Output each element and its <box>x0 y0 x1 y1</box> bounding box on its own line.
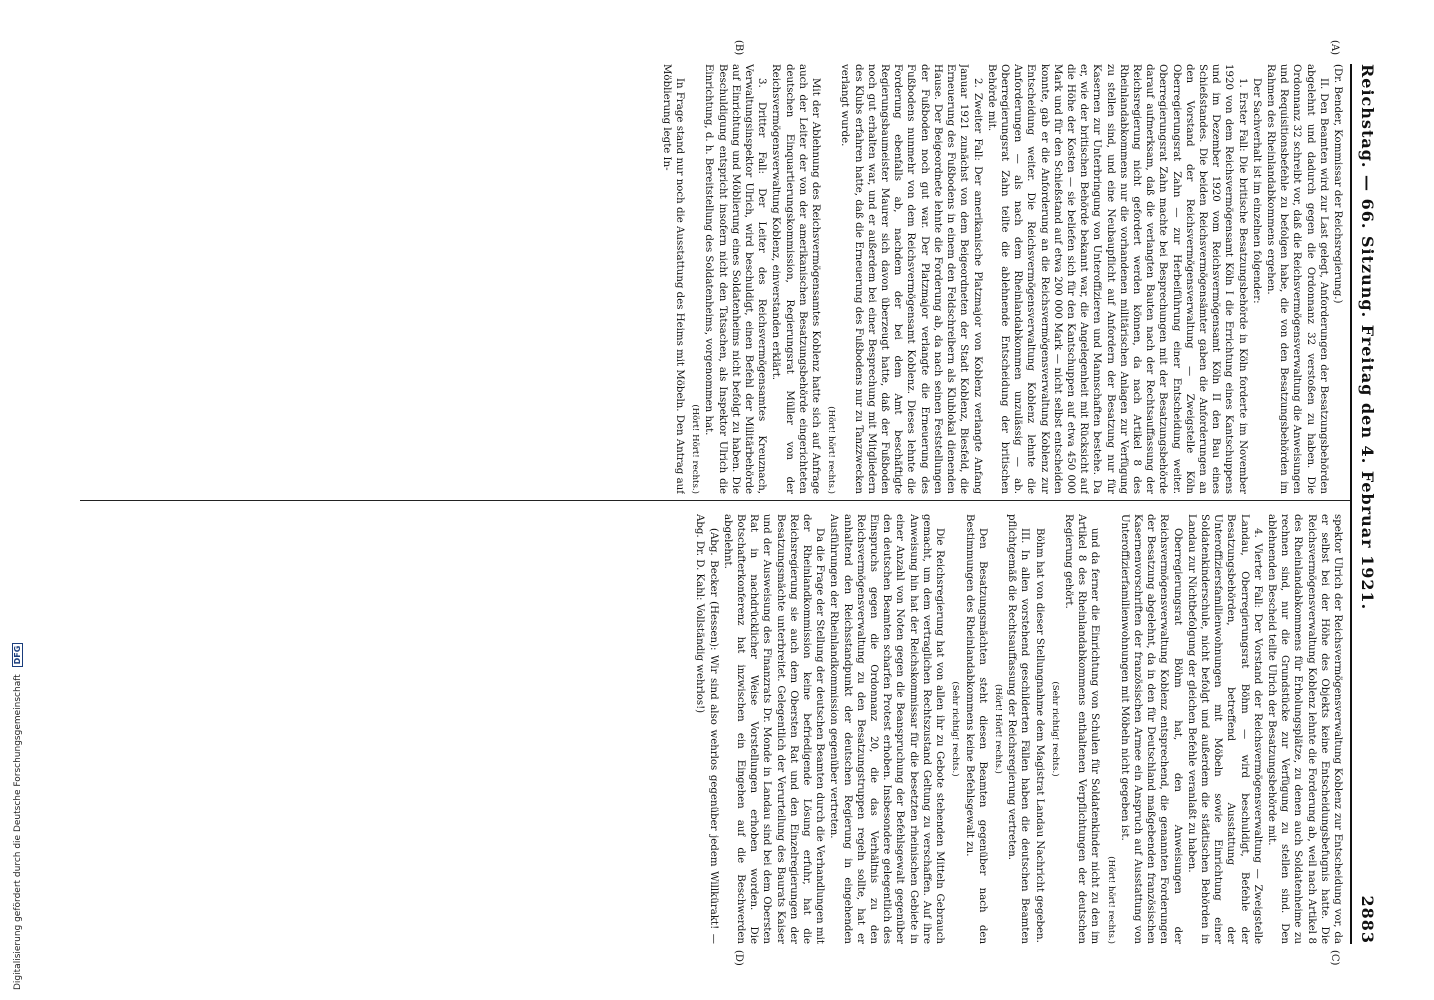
right-column <box>84 514 1344 944</box>
paragraph: (Abg. Becker (Hessen): Wir sind also wehrlos gegenüber jedem Willkürakt! — Abg. Dr. D. Kahl: Vollständig wehrlos!) <box>694 514 719 944</box>
paragraph: Die Reichsregierung hat von allen ihr zu Gebote stehenden Mitteln Gebrauch gemacht, um dem vertraglichen Rechtszustand Geltung zu verschaffen. Auf ihre Anweisung hin hat der Reichskommissar für die besetzten rheinischen Gebiete in einer Anzahl von Noten gegen die Beanspruchung der Befehlsgewalt gegenüber den deutschen Beamten scharfen Protest erhoben. Insbesondere gelegentlich des Einspruchs gegen die Ordonnanz 20, die das Verhältnis zu den Reichsvermögensverwaltung zu den Besatzungstruppen regeln sollte, hat er anhaltend den Reichsstandpunkt der deutschen Regierung in eingehenden Ausführungen der Rheinlandkommission gegenüber vertreten. <box>828 514 946 944</box>
paragraph: und da ferner die Einrichtung von Schulen für Soldatenkinder nicht zu den im Artikel 8 des Rheinlandabkommens enthaltenen Verpflichtungen der deutschen Regierung gehört. <box>1062 514 1101 944</box>
margin-marker-a: (A) <box>1329 40 1340 56</box>
left-column <box>84 64 1344 494</box>
paragraph: Mit der Ablehnung des Reichsvermögensamtes Koblenz hatte sich auf Anfrage auch der Leiter der von der amerikanischen Besatzungsbehörde eingerichteten deutschen Einquartierungskommission, Regierungsrat Müller von der Reichsvermögensverwaltung Koblenz, einverstanden erklärt. <box>770 64 822 494</box>
margin-marker-d: (D) <box>733 950 744 966</box>
paragraph: 3. Dritter Fall: Der Leiter des Reichsvermögensamtes Kreuznach, Verwaltungsinspektor Ulrich, wird beschuldigt, einen Befehl der Militärbehörde auf Einrichtung und Möblierung eines Soldatenheims nicht befolgt zu haben. Die Beschuldigung entspricht insofern nicht den Tatsachen, als Inspektor Ulrich die Einrichtung, d. h. Bereitstellung des Soldatenheims, vorgenommen hat. <box>703 64 768 494</box>
paragraph: spektor Ulrich der Reichsvermögensverwaltung Koblenz zur Entscheidung vor, da er selbst bei der Höhe des Objekts keine Entscheidungsbefugnis hatte. Die Reichsvermögensverwaltung Koblenz lehnte die Forderung ab, weil nach Artikel 8 des Rheinlandabkommens für Erholungsplätze, zu denen auch Soldatenheime zu rechnen sind, nur die Grundstücke zur Verfügung zu stellen sind. Den ablehnenden Bescheid teilte Ulrich der Besatzungsbehörde mit. <box>1265 514 1343 944</box>
digitization-note <box>12 643 23 990</box>
page-number: 2883 <box>1358 895 1377 944</box>
paragraph: 4. Vierter Fall: Der Vorstand der Reichsvermögensverwaltung — Zweigstelle Landau, Oberregierungsrat Böhm — wird beschuldigt, Befehle der Besatzungsbehörden, betreffend Ausstattung der Unteroffiziersfamilienwohnungen mit Möbeln sowie Einrichtung einer Soldatenkinderschule, nicht befolgt und außerdem die städtischen Behörden in Landau zur Nichtbefolgung der gleichen Befehle veranlaßt zu haben. <box>1185 514 1263 944</box>
paragraph: Den Besatzungsmächten steht diesen Beamten gegenüber nach den Bestimmungen des Rheinlandabkommens keine Befehlsgewalt zu. <box>963 514 988 944</box>
interjection: (Sehr richtig! rechts.) <box>950 681 961 777</box>
interjection: (Sehr richtig! rechts.) <box>1049 681 1060 777</box>
interjection: (Hört! hört! rechts.) <box>826 406 837 494</box>
digitization-note-text: Digitalisierung gefördert durch die Deutsche Forschungsgemeinschaft <box>13 674 23 990</box>
digitization-strip <box>0 0 23 1000</box>
running-header: Reichstag. — 66. Sitzung. Freitag den 4. Februar 1921. <box>1358 64 1377 611</box>
column-divider <box>80 500 1350 501</box>
margin-marker-b: (B) <box>733 40 744 56</box>
paragraph: Oberregierungsrat Böhm hat, den Anweisungen der Reichsvermögensverwaltung Koblenz entsprechend, die genannten Forderungen der Besatzung abgelehnt, da in den für Deutschland maßgebenden französischen Kasernenvorschriften der französischen Armee ein Anspruch auf Ausstattung von Unteroffizierfamilienwohnungen mit Möbeln nicht gegeben ist. <box>1118 514 1183 944</box>
margin-marker-c: (C) <box>1329 950 1340 966</box>
paragraph: III. In allen vorstehend geschilderten Fällen haben die deutschen Beamten pflichtgemäß die Rechtsauffassung der Reichsregierung vertreten. <box>1006 514 1031 944</box>
dfg-logo: DFG <box>12 643 23 668</box>
paragraph: 1. Erster Fall: Die britische Besatzungsbehörde in Köln forderte im November 1920 von dem Reichsvermögensamt Köln I die Errichtung eines Kantschuppens und im Dezember 1920 vom Reichsvermögensamt Köln II den Bau eines Schießstandes. Die beiden Reichsvermögensämter gaben die Anforderungen an den Vorstand der Reichsvermögensverwaltung — Zweigstelle Köln Oberregierungsrat Zahn — zur Herbeiführung einer Entscheidung weiter. Oberregierungsrat Zahn machte bei Besprechungen mit der Besatzungsbehörde darauf aufmerksam, daß die verlangten Bauten nach der Rechtsauffassung der Reichsregierung nicht gefordert werden können, da nach Artikel 8 des Rheinlandabkommens nur die vorhandenen militärischen Anlagen zur Verfügung zu stellen sind, und eine Neubaupflicht auf Anfordern der Besatzung nur für Kasernen zur Unterbringung von Unteroffizieren und Mannschaften bestehe. Da er, wie der britischen Behörde bekannt war, die Angelegenheit mit Rücksicht auf die Höhe der Kosten — sie beliefen sich für den Kantschuppen auf etwa 450 000 Mark und für den Schießstand auf etwa 200 000 Mark — nicht selbst entscheiden konnte, gab er die Anforderung an die Reichsvermögensverwaltung Koblenz zur Entscheidung weiter. Die Reichsvermögensverwaltung Koblenz lehnte die Anforderungen — als nach dem Rheinlandabkommen unzulässig — ab. Oberregierungsrat Zahn teilte die ablehnende Entscheidung der britischen Behörde mit. <box>985 64 1248 494</box>
paragraph: Der Sachverhalt ist im einzelnen folgender: <box>1250 78 1262 304</box>
paragraph: II. Den Beamten wird zur Last gelegt, Anforderungen der Besatzungsbehörden abgelehnt und dadurch gegen die Ordonnanz 32 verstoßen zu haben. Die Ordonnanz 32 schreibt vor, daß die Reichsvermögensverwaltung die Anweisungen und Requisitionsbefehle zu befolgen habe, die von den Besatzungsbehörden im Rahmen des Rheinlandabkommens ergehen. <box>1264 64 1329 494</box>
interjection: (Hört! Hört! rechts.) <box>690 404 701 494</box>
interjection: (Hört! hört! rechts.) <box>1105 856 1116 944</box>
paragraph: In Frage stand nur noch die Ausstattung des Heims mit Möbeln. Den Antrag auf Möblierung legte In- <box>660 64 686 494</box>
page-header <box>1350 64 1384 944</box>
paragraph: Böhm hat von dieser Stellungnahme dem Magistrat Landau Nachricht gegeben. <box>1033 528 1045 943</box>
paragraph: Da die Frage der Stellung der deutschen Beamten durch die Verhandlungen mit der Rheinlandkommission keine befriedigende Lösung erfuhr, hat die Reichsregierung sie auch dem Obersten Rat und den Einzelregierungen der Besatzungsmächte unterbreitet. Gelegentlich der Verurteilung des Baurats Kaiser und der Ausweisung des Finanzrats Dr. Monde in Landau sind bei dem Obersten Rat in nachdrücklicher Weise Vorstellungen erhoben worden. Die Botschafterkonferenz hat inzwischen ein Eingehen auf die Beschwerden abgelehnt. <box>721 514 826 944</box>
interjection: (Hört! Hört! rechts.) <box>992 684 1003 774</box>
paragraph: 2. Zweiter Fall: Der amerikanische Platzmajor von Koblenz verlangte Anfang Januar 1921 zunächst von dem Beigeordneten der Stadt Koblenz, Biesfeld, die Erneuerung des Fußbodens in einem den Feldschreibern als Klublokal dienenden Hause. Der Beigeordnete lehnte die Forderung ab, da nach seinen Feststellungen der Fußboden noch gut war. Der Platzmajor verlangte die Erneuerung des Fußbodens nunmehr von dem Reichsvermögensamt Koblenz. Dieses lehnte die Forderung ebenfalls ab, nachdem der bei dem Amt beschäftigte Regierungsbaumeister Maurer sich davon überzeugt hatte, daß der Fußboden noch gut erhalten war, und er außerdem bei einer Besprechung mit Mitgliedern des Klubs erfahren hatte, daß die Erneuerung des Fußbodens nur zu Tanzzwecken verlangt wurde. <box>839 64 983 494</box>
paragraph: (Dr. Bender, Kommissar der Reichsregierung.) <box>1332 64 1343 304</box>
